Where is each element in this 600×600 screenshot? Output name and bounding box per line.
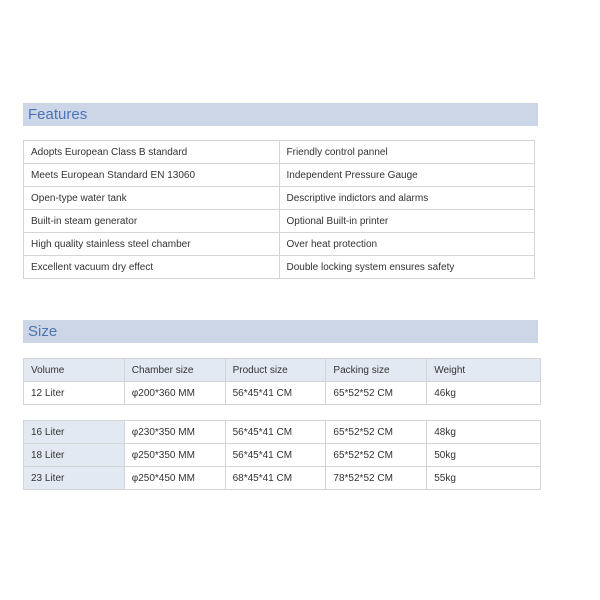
feature-cell: Descriptive indictors and alarms xyxy=(279,187,535,210)
table-cell: φ250*450 MM xyxy=(124,467,225,490)
column-header: Volume xyxy=(24,359,125,382)
column-header: Weight xyxy=(427,359,541,382)
features-section-title: Features xyxy=(23,103,538,126)
feature-cell: Meets European Standard EN 13060 xyxy=(24,164,280,187)
table-row xyxy=(24,421,541,444)
table-cell: φ250*350 MM xyxy=(124,444,225,467)
feature-cell: Adopts European Class B standard xyxy=(24,141,280,164)
table-cell: φ230*350 MM xyxy=(124,421,225,444)
feature-cell: Independent Pressure Gauge xyxy=(279,164,535,187)
table-row xyxy=(24,467,541,490)
table-row xyxy=(24,444,541,467)
column-header: Product size xyxy=(225,359,326,382)
table-cell: 50kg xyxy=(427,444,541,467)
table-cell: 56*45*41 CM xyxy=(225,382,326,405)
table-row xyxy=(24,256,535,279)
size-table-header xyxy=(23,358,541,405)
column-header: Chamber size xyxy=(124,359,225,382)
column-header: Packing size xyxy=(326,359,427,382)
table-cell: φ200*360 MM xyxy=(124,382,225,405)
table-row xyxy=(24,164,535,187)
table-cell: 65*52*52 CM xyxy=(326,382,427,405)
table-cell: 12 Liter xyxy=(24,382,125,405)
table-row xyxy=(24,382,541,405)
table-cell: 23 Liter xyxy=(24,467,125,490)
table-cell: 68*45*41 CM xyxy=(225,467,326,490)
table-cell: 18 Liter xyxy=(24,444,125,467)
table-cell: 65*52*52 CM xyxy=(326,421,427,444)
table-row xyxy=(24,210,535,233)
table-cell: 78*52*52 CM xyxy=(326,467,427,490)
feature-cell: High quality stainless steel chamber xyxy=(24,233,280,256)
table-cell: 65*52*52 CM xyxy=(326,444,427,467)
table-row xyxy=(24,141,535,164)
table-header-row xyxy=(24,359,541,382)
table-cell: 56*45*41 CM xyxy=(225,421,326,444)
feature-cell: Open-type water tank xyxy=(24,187,280,210)
table-row xyxy=(24,187,535,210)
table-cell: 56*45*41 CM xyxy=(225,444,326,467)
table-cell: 16 Liter xyxy=(24,421,125,444)
feature-cell: Optional Built-in printer xyxy=(279,210,535,233)
features-table xyxy=(23,140,535,279)
size-table-body xyxy=(23,420,541,490)
feature-cell: Over heat protection xyxy=(279,233,535,256)
table-cell: 55kg xyxy=(427,467,541,490)
table-cell: 48kg xyxy=(427,421,541,444)
table-row xyxy=(24,233,535,256)
size-section-title: Size xyxy=(23,320,538,343)
table-cell: 46kg xyxy=(427,382,541,405)
feature-cell: Excellent vacuum dry effect xyxy=(24,256,280,279)
feature-cell: Built-in steam generator xyxy=(24,210,280,233)
feature-cell: Friendly control pannel xyxy=(279,141,535,164)
feature-cell: Double locking system ensures safety xyxy=(279,256,535,279)
